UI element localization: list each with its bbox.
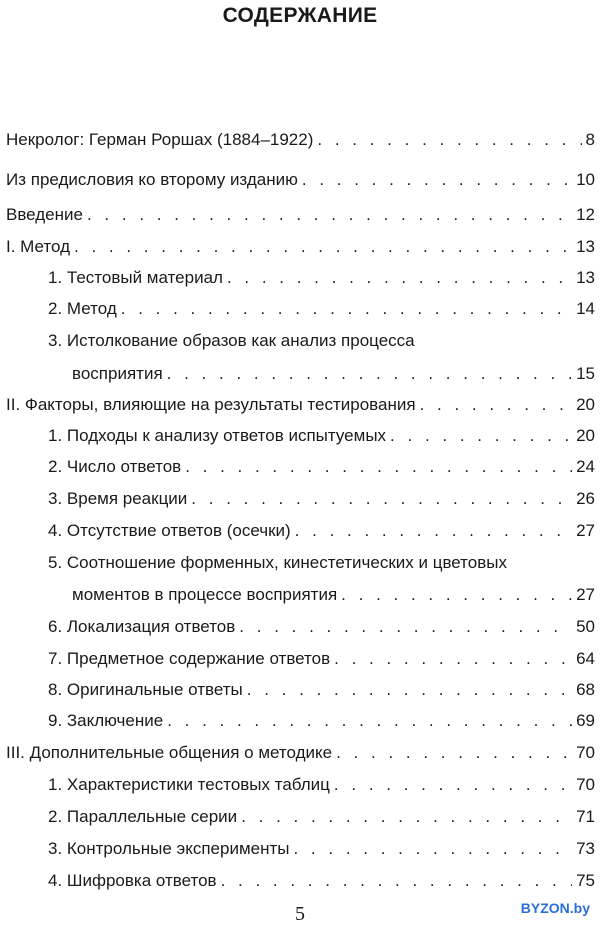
toc-entry-title: Введение — [6, 204, 87, 226]
toc-entry-page: 24 — [576, 457, 595, 476]
toc-entry-2-1[interactable] — [48, 425, 595, 447]
dot-leader — [293, 838, 572, 860]
dot-leader — [341, 584, 572, 606]
toc-entry-title-continued: моментов в процессе восприятия — [72, 584, 341, 606]
toc-entry-3-4[interactable] — [48, 870, 595, 892]
toc-entry-title: 7. Предметное содержание ответов — [48, 648, 334, 670]
dot-leader — [185, 456, 572, 478]
toc-entry-introduction[interactable] — [6, 204, 595, 226]
dot-leader — [74, 236, 572, 258]
dot-leader — [87, 204, 572, 226]
dot-leader — [334, 774, 572, 796]
toc-entry-3-2[interactable] — [48, 806, 595, 828]
watermark: BYZON.by — [517, 898, 594, 918]
toc-entry-page: 70 — [576, 775, 595, 794]
page-title: СОДЕРЖАНИЕ — [222, 4, 378, 27]
toc-entry-2-8[interactable] — [48, 679, 595, 701]
toc-entry-2-9[interactable] — [48, 710, 595, 732]
toc-entry-title: 9. Заключение — [48, 710, 167, 732]
toc-entry-page: 13 — [576, 268, 595, 287]
toc-entry-title: 3. Истолкование образов как анализ процесса — [48, 331, 415, 350]
dot-leader — [121, 298, 572, 320]
toc-entry-title: 1. Тестовый материал — [48, 267, 227, 289]
toc-entry-page: 8 — [585, 130, 595, 149]
toc-entry-obituary[interactable] — [6, 129, 595, 151]
page-number: 5 — [295, 903, 305, 925]
toc-entry-title: III. Дополнительные общения о методике — [6, 742, 336, 764]
toc-entry-page: 12 — [576, 205, 595, 224]
dot-leader — [334, 648, 572, 670]
toc-entry-2-4[interactable] — [48, 520, 595, 542]
toc-entry-page: 70 — [576, 743, 595, 762]
toc-entry-2-5[interactable] — [48, 552, 595, 574]
toc-entry-page: 14 — [576, 299, 595, 318]
toc-entry-1-1[interactable] — [48, 267, 595, 289]
toc-entry-page: 20 — [576, 395, 595, 414]
toc-entry-title: 3. Время реакции — [48, 488, 191, 510]
toc-entry-title: Из предисловия ко второму изданию — [6, 169, 302, 191]
toc-chapter-2[interactable] — [6, 394, 595, 416]
dot-leader — [167, 710, 572, 732]
toc-entry-page: 27 — [576, 585, 595, 604]
toc-entry-page: 69 — [576, 711, 595, 730]
toc-entry-page: 68 — [576, 680, 595, 699]
toc-entry-title: 3. Контрольные эксперименты — [48, 838, 293, 860]
toc-chapter-1[interactable] — [6, 236, 595, 258]
dot-leader — [167, 363, 572, 385]
toc-entry-title-continued: восприятия — [72, 363, 167, 385]
dot-leader — [191, 488, 572, 510]
toc-entry-preface[interactable] — [6, 169, 595, 191]
toc-entry-page: 15 — [576, 364, 595, 383]
toc-entry-title: 4. Шифровка ответов — [48, 870, 221, 892]
toc-entry-2-7[interactable] — [48, 648, 595, 670]
toc-entry-page: 26 — [576, 489, 595, 508]
toc-entry-page: 13 — [576, 237, 595, 256]
toc-entry-page: 20 — [576, 426, 595, 445]
toc-entry-title: 6. Локализация ответов — [48, 616, 239, 638]
dot-leader — [390, 425, 572, 447]
toc-entry-title: 2. Метод — [48, 298, 121, 320]
dot-leader — [302, 169, 572, 191]
toc-entry-2-6[interactable] — [48, 616, 595, 638]
toc-entry-1-2[interactable] — [48, 298, 595, 320]
toc-entry-title: 2. Параллельные серии — [48, 806, 241, 828]
toc-entry-3-3[interactable] — [48, 838, 595, 860]
toc-entry-page: 50 — [576, 617, 595, 636]
dot-leader — [227, 267, 572, 289]
dot-leader — [336, 742, 572, 764]
dot-leader — [221, 870, 573, 892]
toc-entry-title: Некролог: Герман Роршах (1884–1922) — [6, 129, 317, 151]
toc-entry-2-3[interactable] — [48, 488, 595, 510]
toc-chapter-3[interactable] — [6, 742, 595, 764]
toc-entry-2-5-continued[interactable] — [72, 584, 595, 606]
dot-leader — [420, 394, 573, 416]
toc-entry-title: 5. Соотношение форменных, кинестетических и цветовых — [48, 553, 507, 572]
toc-entry-page: 64 — [576, 649, 595, 668]
toc-entry-title: 4. Отсутствие ответов (осечки) — [48, 520, 295, 542]
toc-entry-2-2[interactable] — [48, 456, 595, 478]
toc-entry-page: 27 — [576, 521, 595, 540]
toc-entry-title: 2. Число ответов — [48, 456, 185, 478]
toc-entry-page: 75 — [576, 871, 595, 890]
toc-entry-title: 1. Подходы к анализу ответов испытуемых — [48, 425, 390, 447]
toc-entry-title: 1. Характеристики тестовых таблиц — [48, 774, 334, 796]
dot-leader — [239, 616, 572, 638]
dot-leader — [295, 520, 572, 542]
toc-entry-page: 71 — [576, 807, 595, 826]
dot-leader — [247, 679, 572, 701]
dot-leader — [317, 129, 581, 151]
toc-entry-3-1[interactable] — [48, 774, 595, 796]
toc-entry-1-3[interactable] — [48, 330, 595, 352]
toc-entry-page: 10 — [576, 170, 595, 189]
toc-entry-page: 73 — [576, 839, 595, 858]
toc-entry-1-3-continued[interactable] — [72, 363, 595, 385]
dot-leader — [241, 806, 572, 828]
toc-entry-title: II. Факторы, влияющие на результаты тестирования — [6, 394, 420, 416]
toc-entry-title: I. Метод — [6, 236, 74, 258]
toc-entry-title: 8. Оригинальные ответы — [48, 679, 247, 701]
